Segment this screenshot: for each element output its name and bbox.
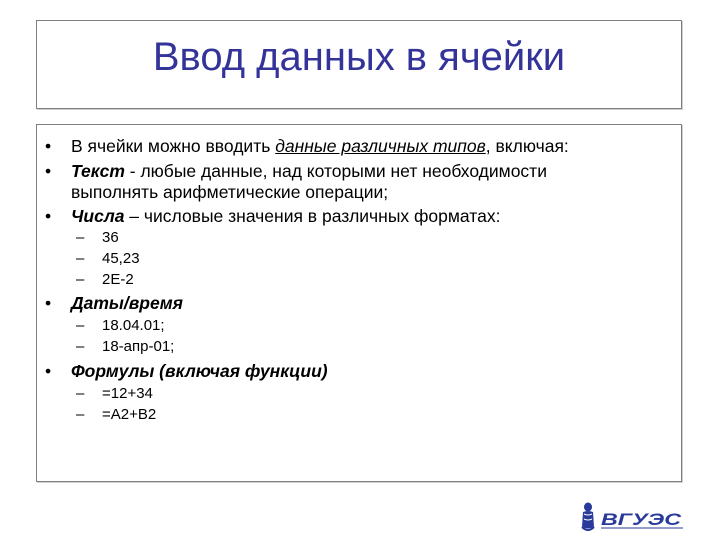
formulas-example-item	[76, 405, 157, 425]
numbers-example: 36	[102, 229, 119, 246]
dash-marker: –	[76, 406, 85, 423]
dash-marker: –	[76, 271, 85, 288]
text-type-desc-line1: - любые данные, над которыми нет необходимости	[129, 161, 547, 181]
title-placeholder	[36, 20, 682, 109]
dash-marker: –	[76, 229, 85, 246]
logo-text: ВГУЭС	[601, 510, 682, 529]
dates-example: 18-апр-01;	[102, 338, 175, 355]
bullet-numbers	[45, 205, 501, 227]
university-logo	[580, 500, 688, 534]
dates-example: 18.04.01;	[102, 317, 165, 334]
emblem-figure-icon	[582, 503, 594, 531]
formulas-example-item	[76, 384, 153, 404]
dates-example-item	[76, 337, 175, 357]
numbers-example: 2E-2	[102, 271, 134, 288]
bullet-text-type	[45, 160, 547, 182]
dates-example-item	[76, 316, 165, 336]
numbers-example-item	[76, 228, 119, 248]
intro-text-before: В ячейки можно вводить	[71, 136, 276, 156]
bullet-intro	[45, 135, 569, 157]
bullet-text-type-continuation	[71, 181, 388, 203]
numbers-example-item	[76, 270, 134, 290]
numbers-desc: – числовые значения в различных форматах:	[124, 206, 501, 226]
content-placeholder	[36, 124, 682, 482]
dash-marker: –	[76, 317, 85, 334]
numbers-label: Числа	[71, 206, 125, 226]
text-type-desc-line2: выполнять арифметические операции;	[71, 182, 389, 202]
dates-label: Даты/время	[71, 293, 183, 313]
numbers-example: 45,23	[102, 250, 140, 267]
dash-marker: –	[76, 250, 85, 267]
slide-title: Ввод данных в ячейки	[152, 35, 566, 79]
formulas-label: Формулы (включая функции)	[71, 361, 328, 381]
bullet-marker: •	[45, 361, 52, 381]
formulas-example: =12+34	[102, 385, 153, 402]
intro-emphasis: данные различных типов	[275, 136, 486, 156]
bullet-marker: •	[45, 136, 52, 156]
formulas-example: =A2+B2	[102, 406, 157, 423]
bullet-marker: •	[45, 161, 52, 181]
bullet-marker: •	[45, 206, 52, 226]
dash-marker: –	[76, 338, 85, 355]
numbers-example-item	[76, 249, 140, 269]
bullet-formulas	[45, 360, 328, 382]
dash-marker: –	[76, 385, 85, 402]
intro-text-after: , включая:	[485, 136, 569, 156]
bullet-marker: •	[45, 293, 52, 313]
text-type-label: Текст	[71, 161, 130, 181]
bullet-dates	[45, 292, 183, 314]
